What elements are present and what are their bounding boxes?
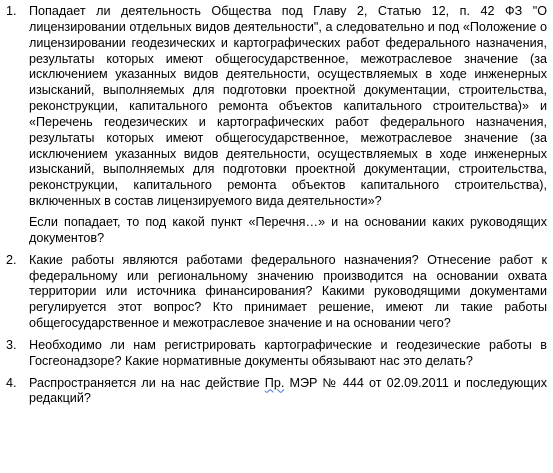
item-number: 2.: [6, 252, 17, 267]
item-body: [29, 253, 547, 332]
abbreviation-spellcheck-mark: Пр.: [264, 375, 285, 390]
item-number: 1.: [6, 4, 17, 18]
item-followup-text: Если попадает, то под какой пункт «Перечня…» и на основании каких руководящих документов?: [29, 214, 547, 245]
item-number: 4.: [6, 375, 17, 390]
item-text: [29, 376, 547, 408]
item-text-after: МЭР № 444 от 02.09.2011 и последующих редакций?: [29, 375, 548, 406]
question-item-1: [6, 4, 547, 247]
question-item-3: [6, 338, 547, 370]
item-text: Необходимо ли нам регистрировать картографические и геодезические работы в Госгеонадзоре? Какие нормативные документы обязывают нас это делать?: [29, 337, 547, 368]
item-text-before: Распространяется ли на нас действие: [29, 375, 265, 390]
item-body: [29, 4, 547, 247]
item-text: Какие работы являются работами федерального назначения? Отнесение работ к федеральному или региональному значению производится на основании охвата территории или источника финансирования? Какими руководящими документами регулируется этот вопрос? Кто принимает решение, имеют ли такие работы общегосударственное и межотраслевое значение и на основании чего?: [29, 252, 547, 331]
question-item-4: [6, 376, 547, 408]
item-body: [29, 338, 547, 370]
question-item-2: [6, 253, 547, 332]
item-body: [29, 376, 547, 408]
item-text: Попадает ли деятельность Общества под Главу 2, Статью 12, п. 42 ФЗ "О лицензировании отдельных видов деятельности", а следовательно и под «Положение о лицензировании геодезических и картографических работ федерального назначения, результаты которых имеют общегосударственное, межотраслевое значение (за исключением указанных видов деятельности, осуществляемых в ходе инженерных изысканий, выполняемых для подготовки проектной документации, строительства, реконструкции, капитального ремонта объектов капитального строительства)» и «Перечень геодезических и картографических работ федерального назначения, результаты которых имеют общегосударственное, межотраслевое значение (за исключением указанных видов деятельности, осуществляемых в ходе инженерных изысканий, выполняемых для подготовки проектной документации, строительства, реконструкции, капитального ремонта объектов капитального строительства), включенных в состав лицензируемого вида деятельности»?: [29, 4, 547, 209]
item-number: 3.: [6, 337, 17, 352]
